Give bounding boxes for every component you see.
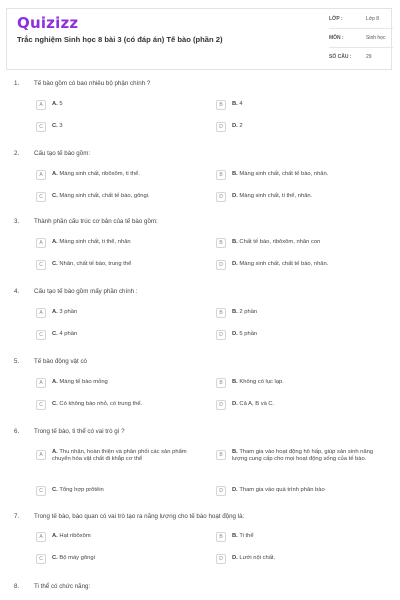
option-label: D. [232, 555, 238, 561]
option-label: B. [232, 239, 238, 245]
option-letter-box: A [36, 450, 46, 460]
quizizz-logo: Quizizz [17, 14, 79, 32]
option-text: C. Bộ máy gôngi [52, 555, 95, 561]
option-letter-box: D [216, 400, 226, 410]
option-letter-box: D [216, 330, 226, 340]
meta-key: LỚP : [329, 16, 343, 22]
question-text: Trong tế bào, bào quan có vai trò tạo ra năng lượng cho tế bào hoạt động là: [34, 513, 245, 520]
option-text: D. Lưới nội chất. [232, 555, 276, 561]
question-number: 3. [14, 218, 20, 225]
meta-row-subject [329, 30, 393, 48]
option-text: C. 4 phần [52, 331, 78, 337]
option-text: D. 5 phần [232, 331, 258, 337]
option-letter-box: D [216, 122, 226, 132]
option-letter-box: D [216, 554, 226, 564]
option-letter-box: A [36, 378, 46, 388]
option-label: C. [52, 555, 58, 561]
option-letter-box: D [216, 260, 226, 270]
option-letter-box: C [36, 192, 46, 202]
option-label: C. [52, 331, 58, 337]
option-text: A. Thu nhận, hoàn thiện và phân phối các sản phẩm chuyển hóa vật chất đi khắp cơ thể [52, 449, 187, 462]
question-number: 8. [14, 583, 20, 590]
meta-key: MÔN : [329, 35, 344, 41]
option-text: B. 2 phần [232, 309, 258, 315]
option-text: C. Nhân, chất tế bào, trung thể [52, 261, 132, 267]
option-label: B. [232, 379, 238, 385]
option-label: A. [52, 239, 58, 245]
option-text: C. Có không bào nhỏ, có trung thể. [52, 401, 143, 407]
option-label: B. [232, 533, 238, 539]
option-letter-box: D [216, 192, 226, 202]
question-text: Ti thể có chức năng: [34, 583, 91, 590]
option-letter-box: C [36, 122, 46, 132]
meta-key: SỐ CÂU : [329, 54, 352, 60]
option-text: C. 3 [52, 123, 63, 129]
option-text: B. Không có lục lạp. [232, 379, 284, 385]
option-letter-box: A [36, 308, 46, 318]
question-number: 1. [14, 80, 20, 87]
option-label: A. [52, 171, 58, 177]
option-text: D. Màng sinh chất, chất tế bào, nhân. [232, 261, 329, 267]
question-number: 5. [14, 358, 20, 365]
option-label: A. [52, 101, 58, 107]
option-text: A. 5 [52, 101, 63, 107]
option-label: C. [52, 261, 58, 267]
question-text: Trong tế bào, ti thể có vai trò gì ? [34, 428, 125, 435]
option-label: D. [232, 193, 238, 199]
option-letter-box: B [216, 100, 226, 110]
question-text: Cấu tạo tế bào gồm: [34, 150, 91, 157]
option-label: B. [232, 449, 238, 455]
question-text: Cấu tạo tế bào gồm mấy phần chính : [34, 288, 138, 295]
option-text: D. 2 [232, 123, 243, 129]
option-label: B. [232, 101, 238, 107]
meta-value: Sinh học [366, 35, 386, 41]
option-label: A. [52, 449, 58, 455]
option-label: C. [52, 123, 58, 129]
option-letter-box: B [216, 238, 226, 248]
question-text: Tế bào gồm có bao nhiêu bộ phận chính ? [34, 80, 151, 87]
option-text: C. Tổng hợp prôtêin [52, 487, 104, 493]
option-text: A. Màng tế bào mỏng [52, 379, 108, 385]
option-label: D. [232, 401, 238, 407]
question-number: 4. [14, 288, 20, 295]
option-text: B. Tham gia vào hoạt động hô hấp, giúp sản sinh năng lượng cung cấp cho mọi hoạt động sống của tế bào. [232, 449, 374, 462]
option-letter-box: B [216, 308, 226, 318]
question-number: 2. [14, 150, 20, 157]
option-text: D. Tham gia vào quá trình phân bào [232, 487, 325, 493]
option-label: C. [52, 401, 58, 407]
option-text: B. Màng sinh chất, chất tế bào, nhân. [232, 171, 329, 177]
option-letter-box: A [36, 532, 46, 542]
option-label: D. [232, 123, 238, 129]
question-number: 6. [14, 428, 20, 435]
question-text: Tế bào động vật có [34, 358, 87, 365]
option-text: C. Màng sinh chất, chất tế bào, gôngi. [52, 193, 150, 199]
option-label: C. [52, 193, 58, 199]
quiz-title: Trắc nghiệm Sinh học 8 bài 3 (có đáp án) Tế bào (phần 2) [17, 35, 223, 44]
option-text: D. Màng sinh chất, ti thể, nhân. [232, 193, 313, 199]
option-letter-box: A [36, 100, 46, 110]
option-label: B. [232, 309, 238, 315]
option-letter-box: C [36, 554, 46, 564]
option-letter-box: C [36, 486, 46, 496]
option-letter-box: C [36, 330, 46, 340]
option-letter-box: A [36, 170, 46, 180]
option-letter-box: C [36, 400, 46, 410]
option-text: B. Ti thể [232, 533, 254, 539]
meta-value: Lớp 8 [366, 16, 380, 22]
option-letter-box: C [36, 260, 46, 270]
option-text: A. Màng sinh chất, ribôxôm, ti thể. [52, 171, 140, 177]
option-text: D. Cả A, B và C. [232, 401, 275, 407]
meta-row-count [329, 49, 393, 67]
option-label: D. [232, 261, 238, 267]
quiz-meta [329, 9, 393, 69]
option-text: B. 4 [232, 101, 243, 107]
option-label: A. [52, 533, 58, 539]
option-label: C. [52, 487, 58, 493]
question-text: Thành phần cấu trúc cơ bản của tế bào gồm: [34, 218, 158, 225]
option-letter-box: B [216, 378, 226, 388]
option-letter-box: B [216, 450, 226, 460]
option-letter-box: A [36, 238, 46, 248]
meta-row-class [329, 11, 393, 29]
option-label: A. [52, 379, 58, 385]
option-letter-box: B [216, 170, 226, 180]
option-label: D. [232, 331, 238, 337]
question-number: 7. [14, 513, 20, 520]
option-letter-box: D [216, 486, 226, 496]
option-label: D. [232, 487, 238, 493]
option-text: B. Chất tế bào, ribôxôm, nhân con [232, 239, 321, 245]
option-text: A. Màng sinh chất, ti thể, nhân [52, 239, 131, 245]
meta-value: 29 [366, 54, 372, 60]
option-text: A. Hạt ribôxôm [52, 533, 91, 539]
option-text: A. 3 phần [52, 309, 78, 315]
quiz-header [6, 8, 392, 70]
option-label: A. [52, 309, 58, 315]
option-letter-box: B [216, 532, 226, 542]
option-label: B. [232, 171, 238, 177]
